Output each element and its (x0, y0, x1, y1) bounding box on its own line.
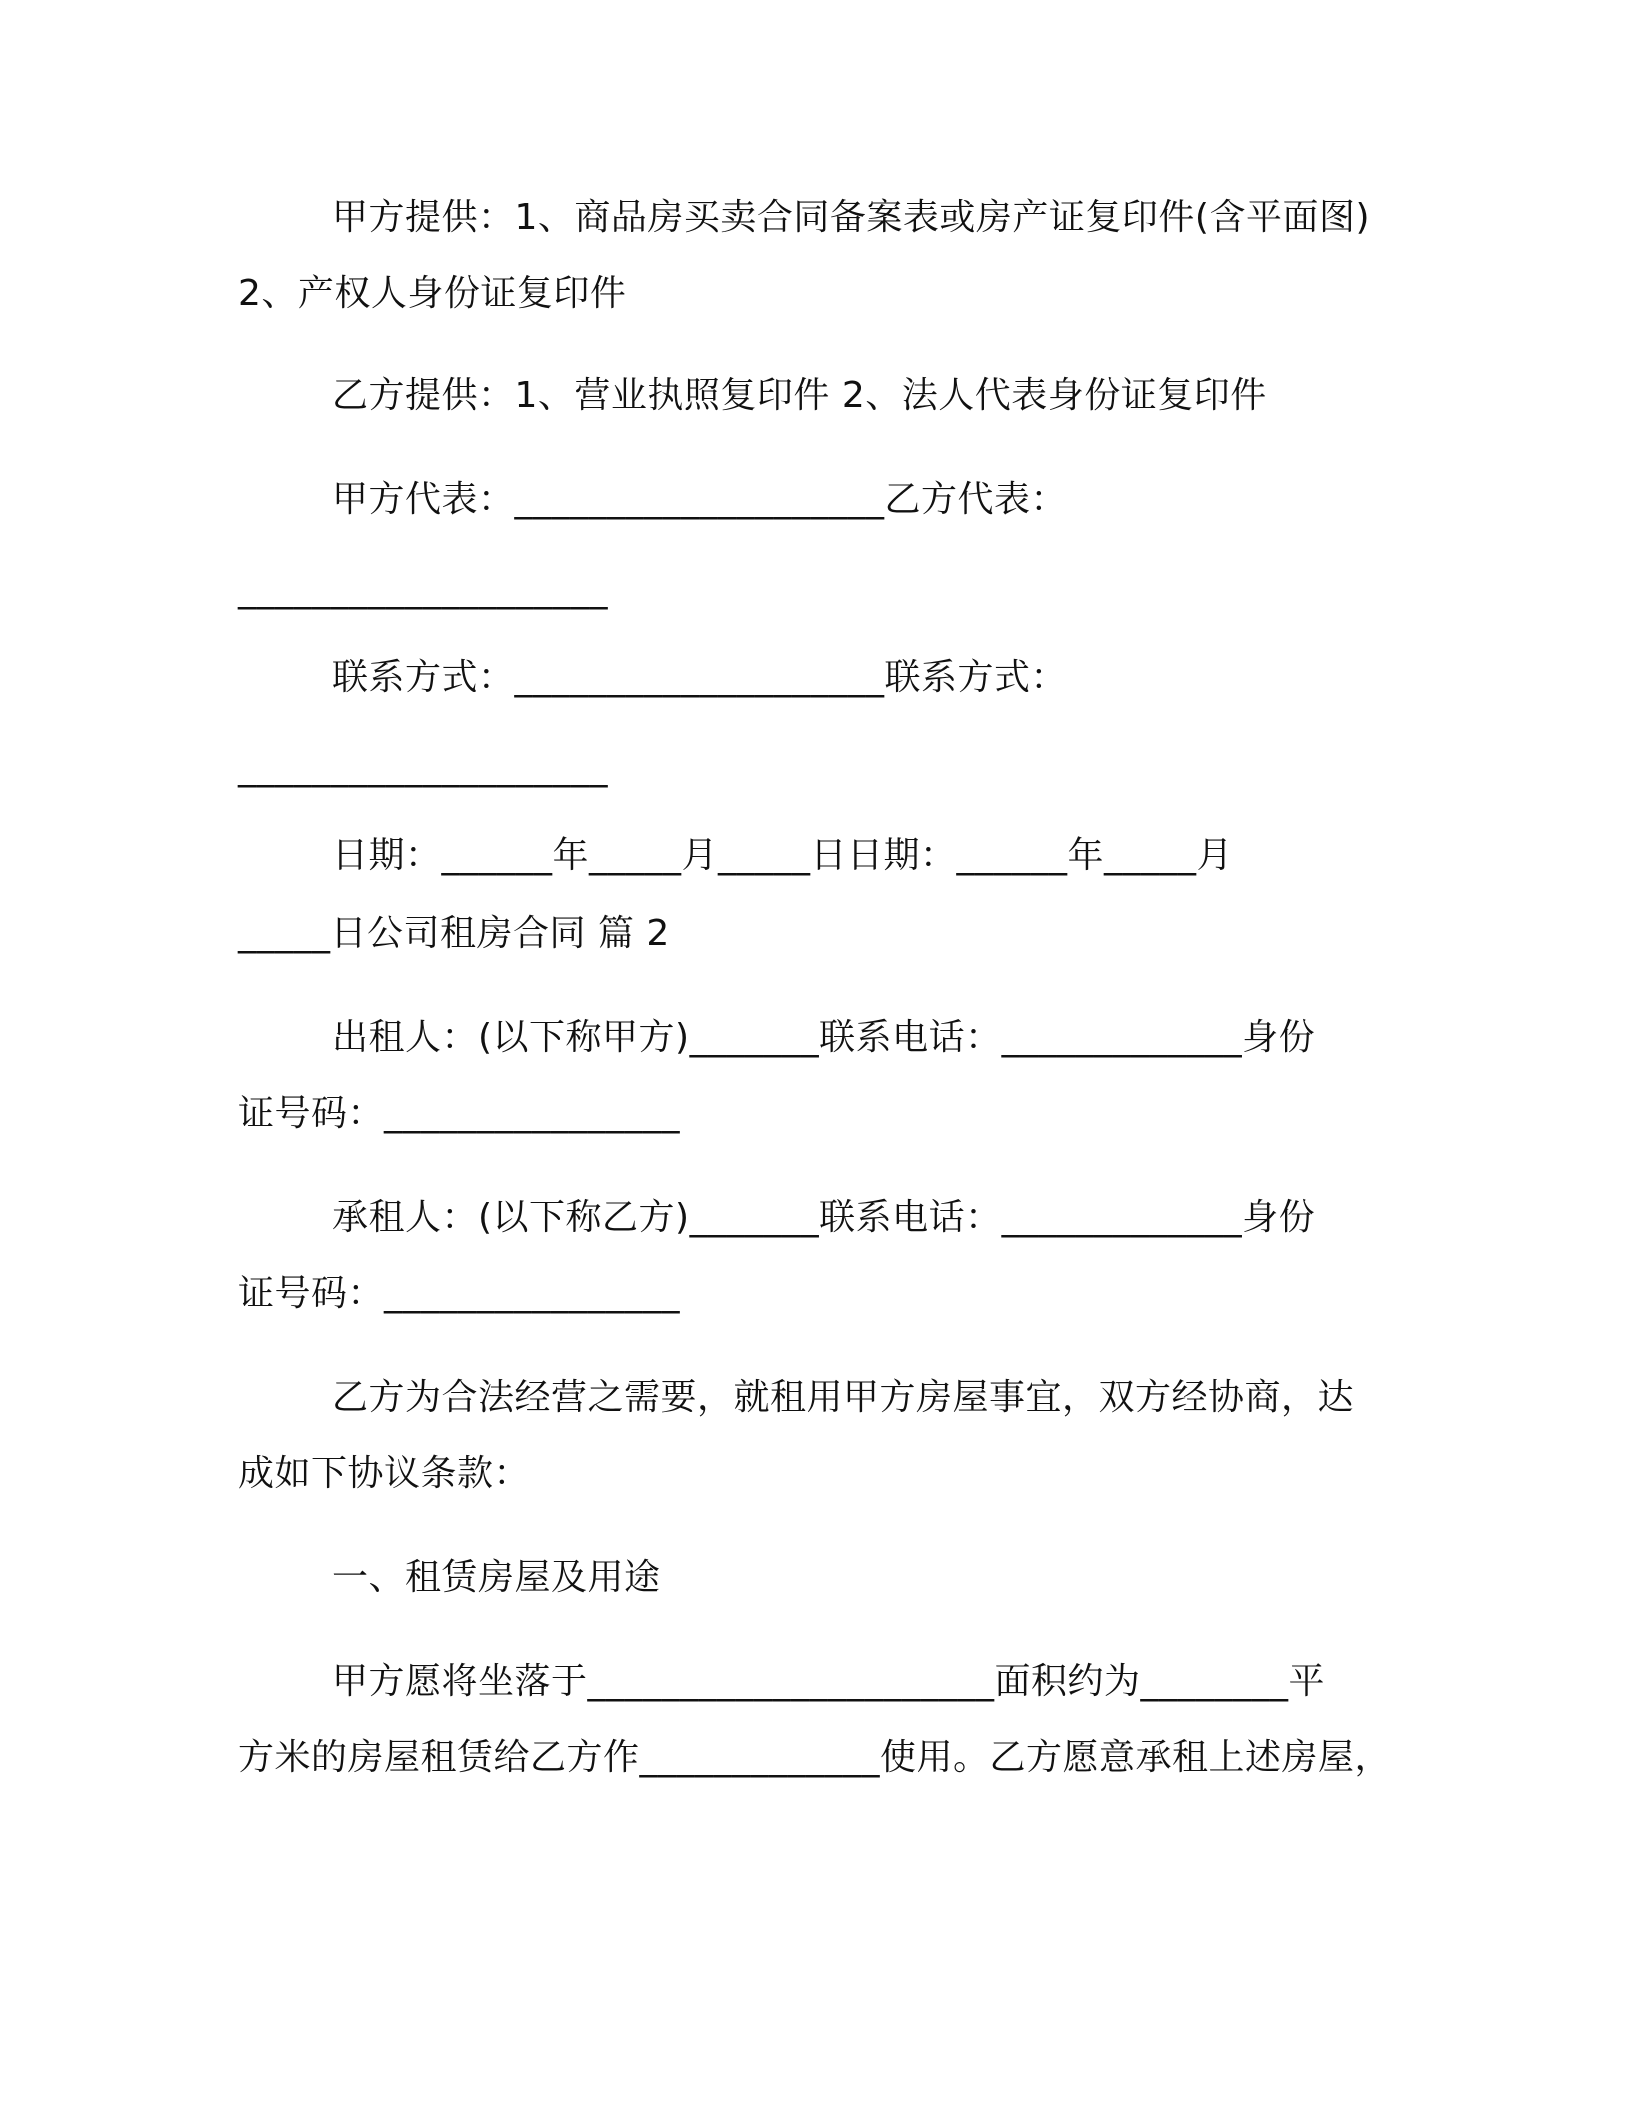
text-line: 甲方提供：1、商品房买卖合同备案表或房产证复印件(含平面图) (332, 197, 1370, 238)
text-line: 方米的房屋租赁给乙方作_____________使用。乙方愿意承租上述房屋， (238, 1737, 1392, 1778)
text-line: 证号码：________________ (238, 1093, 681, 1134)
text-line: 甲方愿将坐落于______________________面积约为________平 (332, 1661, 1326, 1702)
text-line: 出租人：(以下称甲方)_______联系电话：_____________身份 (332, 1017, 1316, 1058)
text-line: ____________________ (238, 747, 608, 788)
text-line: 日期：______年_____月_____日日期：______年_____月 (332, 835, 1234, 876)
text-line: 证号码：________________ (238, 1273, 681, 1314)
section-heading: 一、租赁房屋及用途 (332, 1557, 661, 1598)
text-line: 成如下协议条款： (238, 1453, 531, 1494)
text-line: 承租人：(以下称乙方)_______联系电话：_____________身份 (332, 1197, 1316, 1238)
text-line: _____日公司租房合同 篇 2 (238, 913, 670, 954)
text-line: 联系方式：____________________联系方式： (332, 657, 1068, 698)
text-line: 甲方代表：____________________乙方代表： (332, 479, 1068, 520)
text-line: ____________________ (238, 569, 608, 610)
text-line: 乙方为合法经营之需要，就租用甲方房屋事宜，双方经协商，达 (332, 1377, 1355, 1418)
text-line: 2、产权人身份证复印件 (238, 273, 627, 314)
text-line: 乙方提供：1、营业执照复印件 2、法人代表身份证复印件 (332, 375, 1267, 416)
